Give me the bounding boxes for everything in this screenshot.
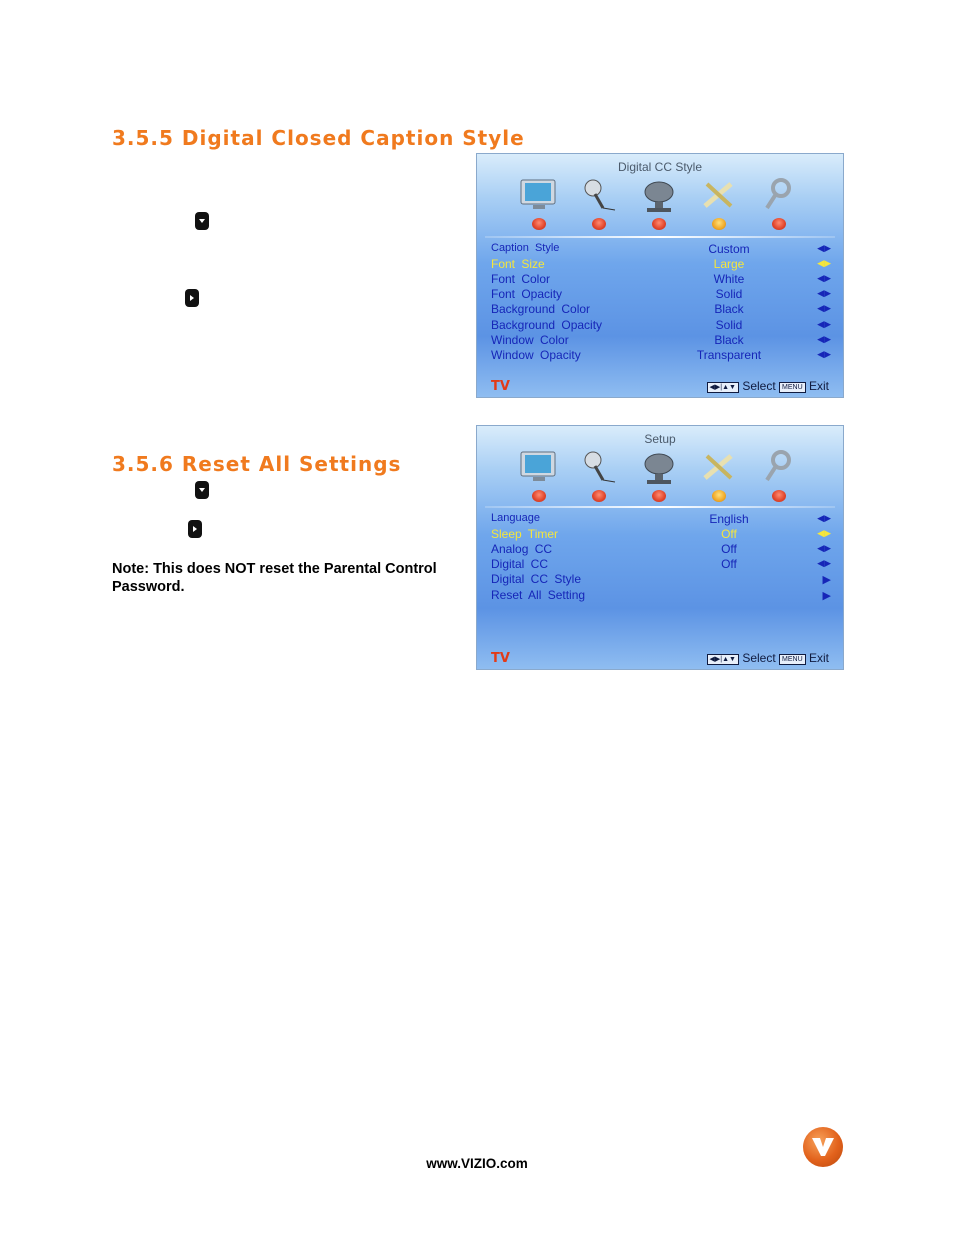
osd-hint: ◀▶|▲▼ Select MENU Exit: [707, 651, 829, 665]
left-right-arrows-icon: ◀▶: [817, 543, 831, 553]
remote-down-button-icon: [195, 481, 209, 499]
osd-row-font-opacity: Font Opacity Solid ◀▶: [491, 287, 831, 301]
section-heading-digital-cc-style: 3.5.5 Digital Closed Caption Style: [112, 126, 525, 150]
left-right-arrows-icon: ◀▶: [817, 319, 831, 329]
arrow-keys-icon: ◀▶|▲▼: [707, 654, 739, 665]
left-right-arrows-icon: ◀▶: [817, 303, 831, 313]
osd-row-digital-cc-style: Digital CC Style ▶: [491, 572, 831, 586]
osd-digital-cc-style-screenshot: [476, 153, 844, 398]
osd-hint: ◀▶|▲▼ Select MENU Exit: [707, 379, 829, 393]
footer-url[interactable]: www.VIZIO.com: [426, 1156, 528, 1171]
osd-row-background-opacity: Background Opacity Solid ◀▶: [491, 318, 831, 332]
menu-indicator-dot: [532, 490, 546, 502]
tv-picture-icon: [517, 176, 561, 214]
menu-indicator-dot: [772, 218, 786, 230]
menu-indicator-dot: [592, 490, 606, 502]
left-right-arrows-icon: ◀▶: [817, 513, 831, 523]
vizio-logo-icon: [803, 1127, 843, 1167]
osd-row-window-opacity: Window Opacity Transparent ◀▶: [491, 348, 831, 362]
arrow-keys-icon: ◀▶|▲▼: [707, 382, 739, 393]
audio-icon: [577, 176, 621, 214]
left-right-arrows-icon: ◀▶: [817, 528, 831, 538]
menu-indicator-dot: [772, 490, 786, 502]
osd-row-font-size: Font Size Large ◀▶: [491, 257, 831, 271]
section-heading-reset-all-settings: 3.5.6 Reset All Settings: [112, 452, 402, 476]
osd-row-window-color: Window Color Black ◀▶: [491, 333, 831, 347]
osd-row-language: Language English ◀▶: [491, 512, 831, 526]
osd-row-digital-cc: Digital CC Off ◀▶: [491, 557, 831, 571]
remote-down-button-icon: [195, 212, 209, 230]
note-text: Note: This does NOT reset the Parental Control Password.: [112, 561, 437, 595]
left-right-arrows-icon: ◀▶: [817, 334, 831, 344]
osd-row-analog-cc: Analog CC Off ◀▶: [491, 542, 831, 556]
satellite-icon: [637, 176, 681, 214]
left-right-arrows-icon: ◀▶: [817, 273, 831, 283]
parental-key-icon: [757, 176, 801, 214]
setup-tools-icon: [697, 176, 741, 214]
osd-row-background-color: Background Color Black ◀▶: [491, 302, 831, 316]
osd-footer: [491, 379, 829, 394]
left-right-arrows-icon: ◀▶: [817, 349, 831, 359]
audio-icon: [577, 448, 621, 486]
left-right-arrows-icon: ◀▶: [817, 288, 831, 298]
menu-indicator-dot-active: [712, 218, 726, 230]
menu-key-icon: MENU: [779, 654, 806, 665]
tv-input-label: TV: [491, 651, 510, 666]
menu-indicator-dot-active: [712, 490, 726, 502]
osd-row-sleep-timer: Sleep Timer Off ◀▶: [491, 527, 831, 541]
tv-input-label: TV: [491, 379, 510, 394]
left-right-arrows-icon: ◀▶: [817, 558, 831, 568]
osd-icon-bar: [507, 448, 827, 508]
osd-title: Digital CC Style: [617, 160, 703, 174]
menu-indicator-dot: [532, 218, 546, 230]
submenu-arrow-icon: ▶: [822, 590, 831, 602]
remote-right-button-icon: [188, 520, 202, 538]
setup-tools-icon: [697, 448, 741, 486]
submenu-arrow-icon: ▶: [822, 574, 831, 586]
satellite-icon: [637, 448, 681, 486]
osd-setup-screenshot: [476, 425, 844, 670]
parental-key-icon: [757, 448, 801, 486]
osd-icon-bar: [507, 176, 827, 236]
osd-row-font-color: Font Color White ◀▶: [491, 272, 831, 286]
remote-right-button-icon: [185, 289, 199, 307]
osd-footer: [491, 651, 829, 666]
osd-title: Setup: [644, 432, 676, 446]
menu-indicator-dot: [652, 490, 666, 502]
osd-divider: [485, 236, 835, 238]
left-right-arrows-icon: ◀▶: [817, 243, 831, 253]
menu-indicator-dot: [592, 218, 606, 230]
menu-key-icon: MENU: [779, 382, 806, 393]
left-right-arrows-icon: ◀▶: [817, 258, 831, 268]
osd-row-reset-all-setting: Reset All Setting ▶: [491, 588, 831, 602]
menu-indicator-dot: [652, 218, 666, 230]
osd-divider: [485, 506, 835, 508]
tv-picture-icon: [517, 448, 561, 486]
osd-row-caption-style: Caption Style Custom ◀▶: [491, 242, 831, 256]
